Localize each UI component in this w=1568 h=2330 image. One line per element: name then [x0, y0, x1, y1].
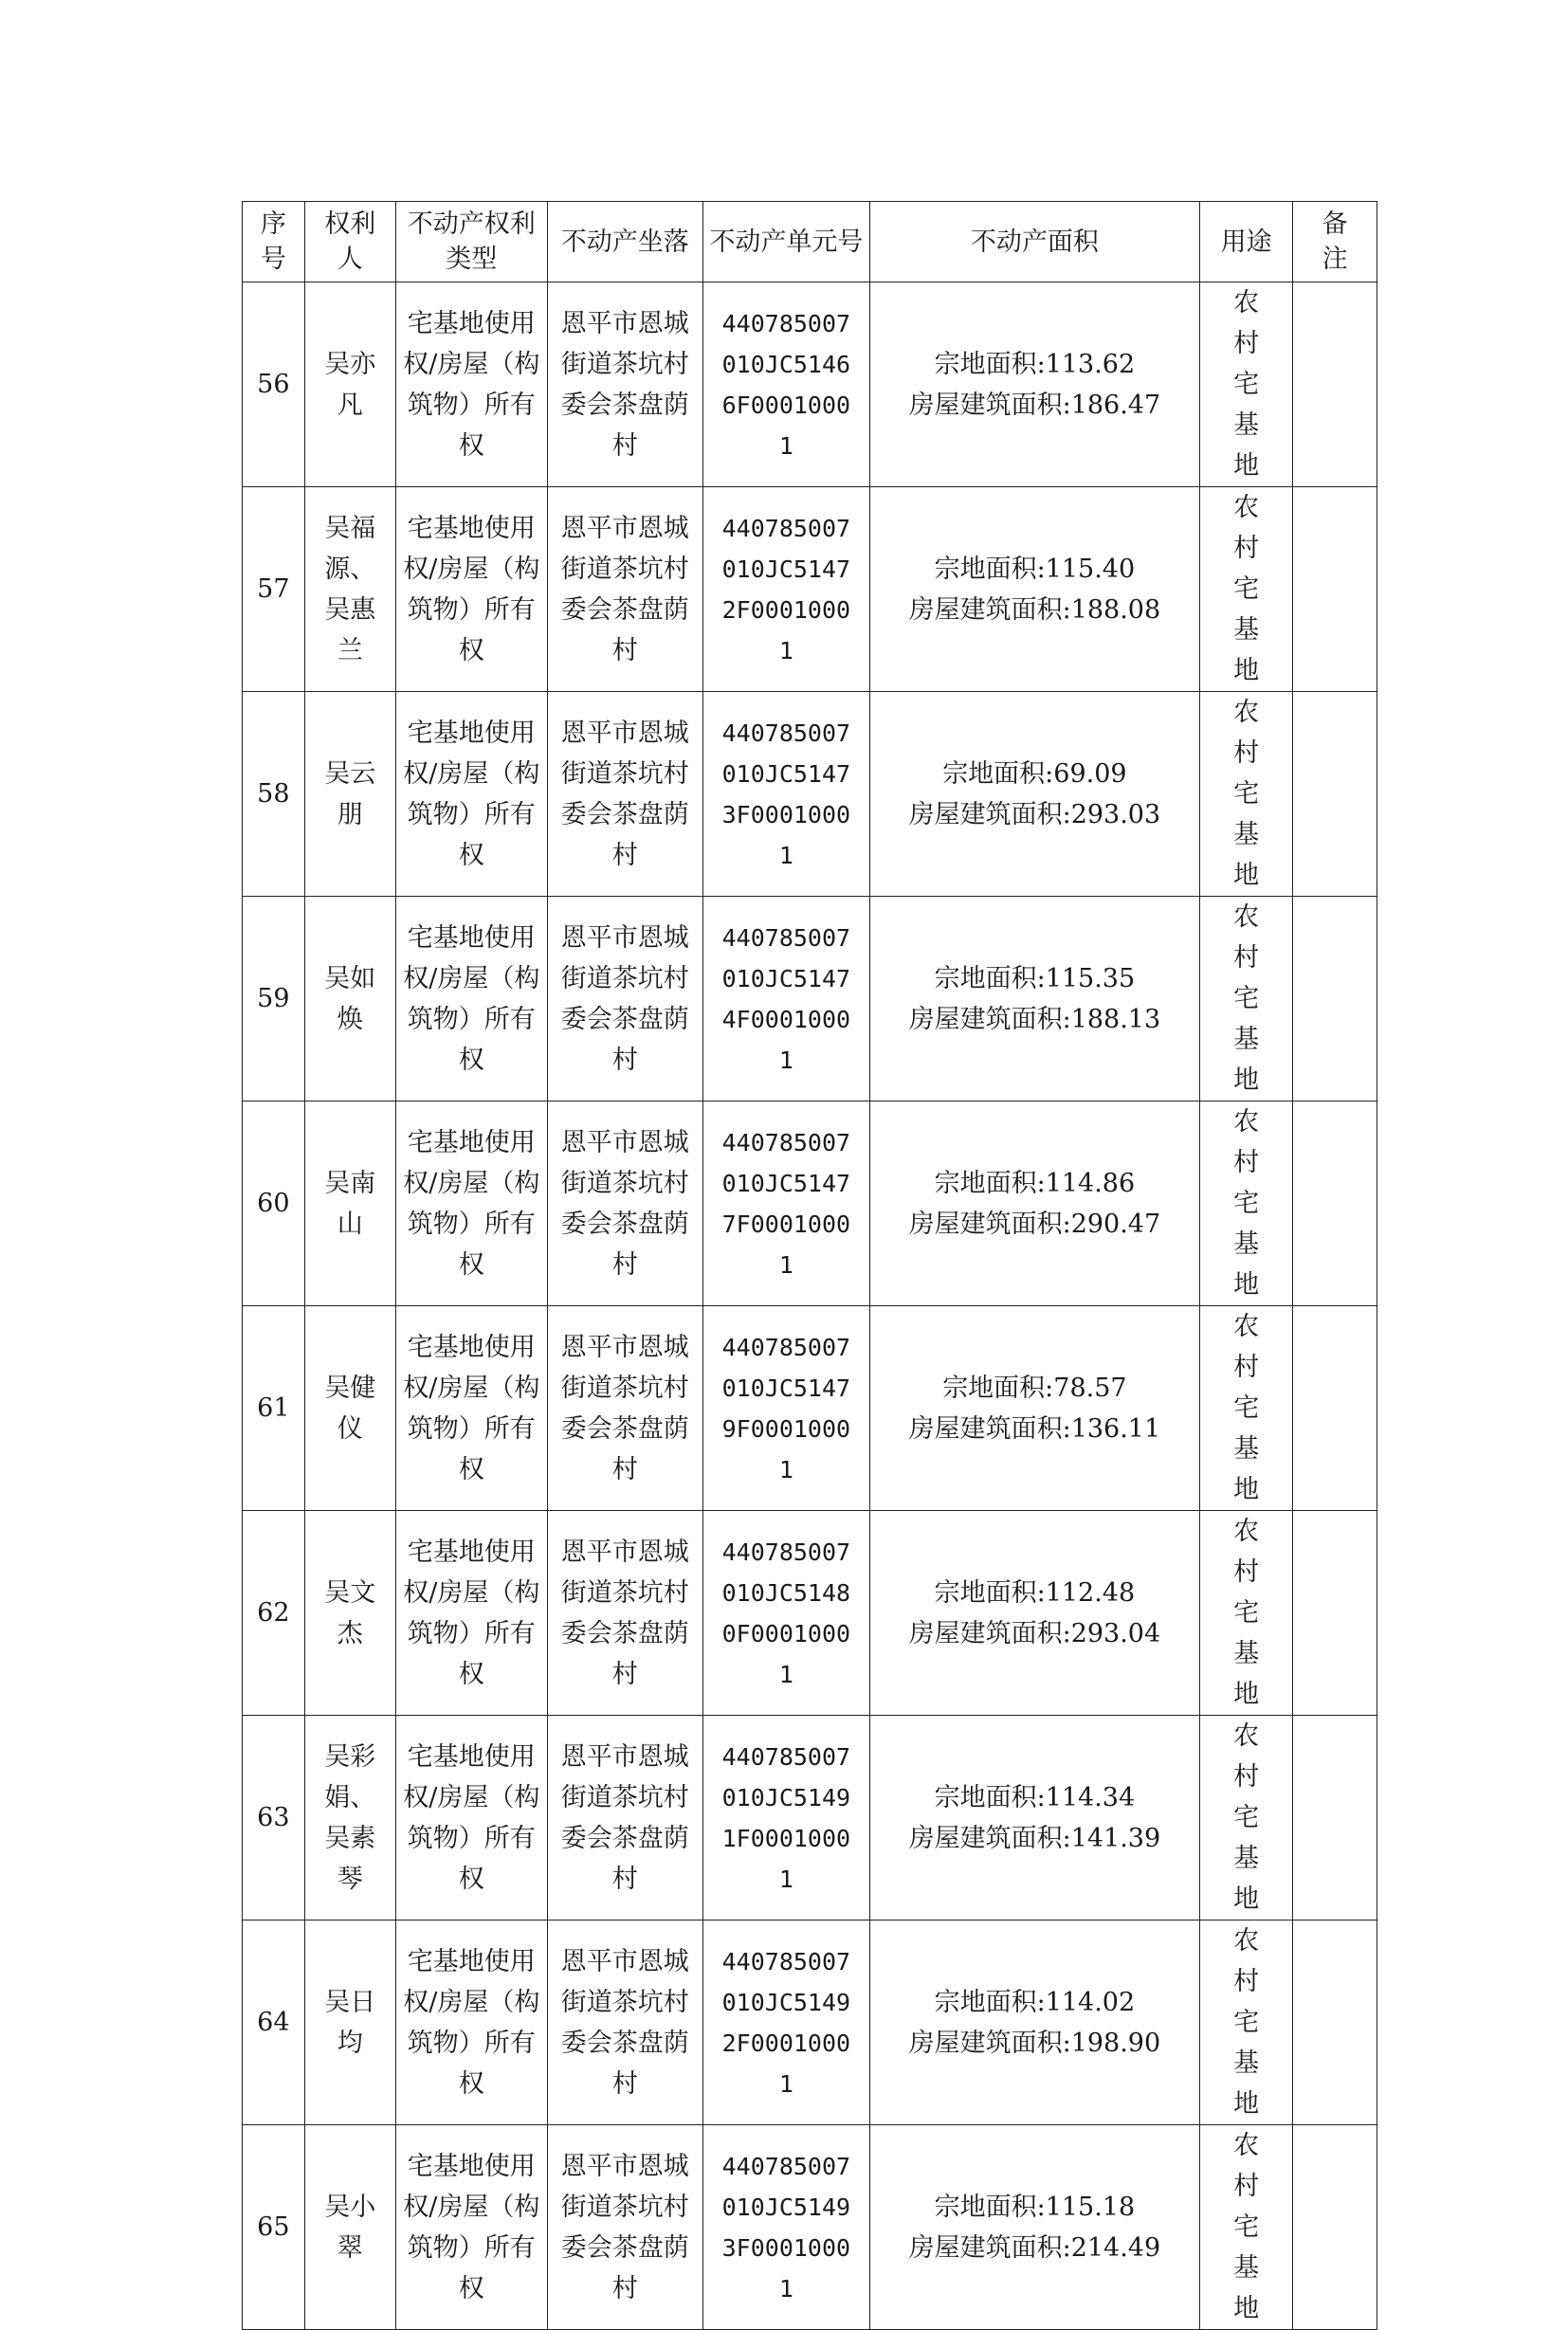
- header-right-type: 不动产权利类型: [395, 202, 547, 282]
- cell-seq: 60: [243, 1101, 305, 1306]
- cell-use: 农村宅基地: [1199, 487, 1292, 692]
- cell-area: [869, 1101, 1199, 1306]
- cell-note: [1293, 487, 1377, 692]
- cell-owner: 吴彩娟、吴素琴: [304, 1716, 395, 1920]
- cell-note: [1293, 1716, 1377, 1920]
- land-area: 宗地面积:115.40: [934, 554, 1136, 584]
- cell-unit-no: 440785007010JC51466F00010001: [702, 282, 869, 487]
- building-area: 房屋建筑面积:188.13: [908, 1004, 1161, 1034]
- cell-area: [869, 282, 1199, 487]
- building-area: 房屋建筑面积:186.47: [908, 390, 1161, 420]
- table-header: [243, 202, 1377, 282]
- cell-location: 恩平市恩城街道茶坑村委会茶盘荫村: [547, 1716, 702, 1920]
- cell-note: [1293, 282, 1377, 487]
- cell-seq: 58: [243, 692, 305, 897]
- cell-note: [1293, 1920, 1377, 2125]
- cell-seq: 57: [243, 487, 305, 692]
- cell-use: 农村宅基地: [1199, 1716, 1292, 1920]
- cell-note: [1293, 1306, 1377, 1511]
- header-row: [243, 202, 1377, 282]
- cell-location: 恩平市恩城街道茶坑村委会茶盘荫村: [547, 2125, 702, 2330]
- cell-unit-no: 440785007010JC51492F00010001: [702, 1920, 869, 2125]
- cell-use: 农村宅基地: [1199, 1920, 1292, 2125]
- land-area: 宗地面积:113.62: [934, 349, 1136, 379]
- cell-area: [869, 897, 1199, 1101]
- cell-use: 农村宅基地: [1199, 2125, 1292, 2330]
- cell-seq: 63: [243, 1716, 305, 1920]
- cell-unit-no: 440785007010JC51474F00010001: [702, 897, 869, 1101]
- table-row: [243, 1306, 1377, 1511]
- building-area: 房屋建筑面积:290.47: [908, 1209, 1161, 1239]
- land-area: 宗地面积:114.02: [934, 1987, 1136, 2017]
- table-row: [243, 1101, 1377, 1306]
- cell-use: 农村宅基地: [1199, 692, 1292, 897]
- land-area: 宗地面积:69.09: [942, 758, 1127, 789]
- cell-area: [869, 1511, 1199, 1716]
- cell-owner: 吴福源、吴惠兰: [304, 487, 395, 692]
- cell-owner: 吴小翠: [304, 2125, 395, 2330]
- cell-use: 农村宅基地: [1199, 1101, 1292, 1306]
- cell-location: 恩平市恩城街道茶坑村委会茶盘荫村: [547, 1920, 702, 2125]
- header-area: 不动产面积: [869, 202, 1199, 282]
- cell-seq: 59: [243, 897, 305, 1101]
- cell-right-type: 宅基地使用权/房屋（构筑物）所有权: [395, 1101, 547, 1306]
- cell-owner: 吴如焕: [304, 897, 395, 1101]
- property-registry-table: [242, 201, 1377, 2330]
- cell-note: [1293, 2125, 1377, 2330]
- cell-use: 农村宅基地: [1199, 1306, 1292, 1511]
- table-body: [243, 282, 1377, 2330]
- cell-right-type: 宅基地使用权/房屋（构筑物）所有权: [395, 487, 547, 692]
- cell-area: [869, 1306, 1199, 1511]
- cell-unit-no: 440785007010JC51491F00010001: [702, 1716, 869, 1920]
- table-row: [243, 282, 1377, 487]
- cell-area: [869, 1716, 1199, 1920]
- cell-location: 恩平市恩城街道茶坑村委会茶盘荫村: [547, 897, 702, 1101]
- cell-right-type: 宅基地使用权/房屋（构筑物）所有权: [395, 1306, 547, 1511]
- land-area: 宗地面积:112.48: [934, 1577, 1136, 1608]
- cell-location: 恩平市恩城街道茶坑村委会茶盘荫村: [547, 1306, 702, 1511]
- cell-note: [1293, 1101, 1377, 1306]
- cell-location: 恩平市恩城街道茶坑村委会茶盘荫村: [547, 487, 702, 692]
- table-row: [243, 897, 1377, 1101]
- cell-note: [1293, 1511, 1377, 1716]
- cell-unit-no: 440785007010JC51477F00010001: [702, 1101, 869, 1306]
- cell-seq: 61: [243, 1306, 305, 1511]
- cell-use: 农村宅基地: [1199, 1511, 1292, 1716]
- land-area: 宗地面积:114.34: [934, 1782, 1136, 1812]
- cell-use: 农村宅基地: [1199, 282, 1292, 487]
- table-row: [243, 1716, 1377, 1920]
- building-area: 房屋建筑面积:141.39: [908, 1823, 1161, 1853]
- building-area: 房屋建筑面积:214.49: [908, 2232, 1161, 2263]
- land-area: 宗地面积:115.35: [934, 963, 1136, 993]
- building-area: 房屋建筑面积:136.11: [908, 1413, 1161, 1444]
- cell-owner: 吴云朋: [304, 692, 395, 897]
- header-note: 备注: [1293, 202, 1377, 282]
- cell-area: [869, 2125, 1199, 2330]
- land-area: 宗地面积:78.57: [942, 1373, 1127, 1403]
- header-unit-no: 不动产单元号: [702, 202, 869, 282]
- building-area: 房屋建筑面积:293.03: [908, 799, 1161, 829]
- cell-seq: 56: [243, 282, 305, 487]
- cell-unit-no: 440785007010JC51493F00010001: [702, 2125, 869, 2330]
- cell-use: 农村宅基地: [1199, 897, 1292, 1101]
- header-seq: 序号: [243, 202, 305, 282]
- cell-unit-no: 440785007010JC51480F00010001: [702, 1511, 869, 1716]
- cell-right-type: 宅基地使用权/房屋（构筑物）所有权: [395, 897, 547, 1101]
- cell-location: 恩平市恩城街道茶坑村委会茶盘荫村: [547, 282, 702, 487]
- building-area: 房屋建筑面积:198.90: [908, 2028, 1161, 2058]
- header-location: 不动产坐落: [547, 202, 702, 282]
- cell-area: [869, 1920, 1199, 2125]
- building-area: 房屋建筑面积:188.08: [908, 594, 1161, 625]
- cell-owner: 吴文杰: [304, 1511, 395, 1716]
- land-area: 宗地面积:115.18: [934, 2192, 1136, 2222]
- cell-seq: 62: [243, 1511, 305, 1716]
- header-use: 用途: [1199, 202, 1292, 282]
- table-row: [243, 692, 1377, 897]
- cell-area: [869, 692, 1199, 897]
- land-area: 宗地面积:114.86: [934, 1168, 1136, 1198]
- cell-owner: 吴南山: [304, 1101, 395, 1306]
- cell-seq: 64: [243, 1920, 305, 2125]
- cell-owner: 吴健仪: [304, 1306, 395, 1511]
- cell-owner: 吴日均: [304, 1920, 395, 2125]
- cell-location: 恩平市恩城街道茶坑村委会茶盘荫村: [547, 1511, 702, 1716]
- cell-seq: 65: [243, 2125, 305, 2330]
- table-row: [243, 1920, 1377, 2125]
- table-row: [243, 2125, 1377, 2330]
- cell-unit-no: 440785007010JC51479F00010001: [702, 1306, 869, 1511]
- cell-right-type: 宅基地使用权/房屋（构筑物）所有权: [395, 1920, 547, 2125]
- cell-note: [1293, 897, 1377, 1101]
- table-row: [243, 487, 1377, 692]
- cell-location: 恩平市恩城街道茶坑村委会茶盘荫村: [547, 692, 702, 897]
- cell-unit-no: 440785007010JC51472F00010001: [702, 487, 869, 692]
- cell-right-type: 宅基地使用权/房屋（构筑物）所有权: [395, 1716, 547, 1920]
- cell-area: [869, 487, 1199, 692]
- table-row: [243, 1511, 1377, 1716]
- building-area: 房屋建筑面积:293.04: [908, 1618, 1161, 1648]
- cell-owner: 吴亦凡: [304, 282, 395, 487]
- header-owner: 权利人: [304, 202, 395, 282]
- cell-unit-no: 440785007010JC51473F00010001: [702, 692, 869, 897]
- cell-note: [1293, 692, 1377, 897]
- cell-location: 恩平市恩城街道茶坑村委会茶盘荫村: [547, 1101, 702, 1306]
- cell-right-type: 宅基地使用权/房屋（构筑物）所有权: [395, 692, 547, 897]
- cell-right-type: 宅基地使用权/房屋（构筑物）所有权: [395, 282, 547, 487]
- cell-right-type: 宅基地使用权/房屋（构筑物）所有权: [395, 1511, 547, 1716]
- cell-right-type: 宅基地使用权/房屋（构筑物）所有权: [395, 2125, 547, 2330]
